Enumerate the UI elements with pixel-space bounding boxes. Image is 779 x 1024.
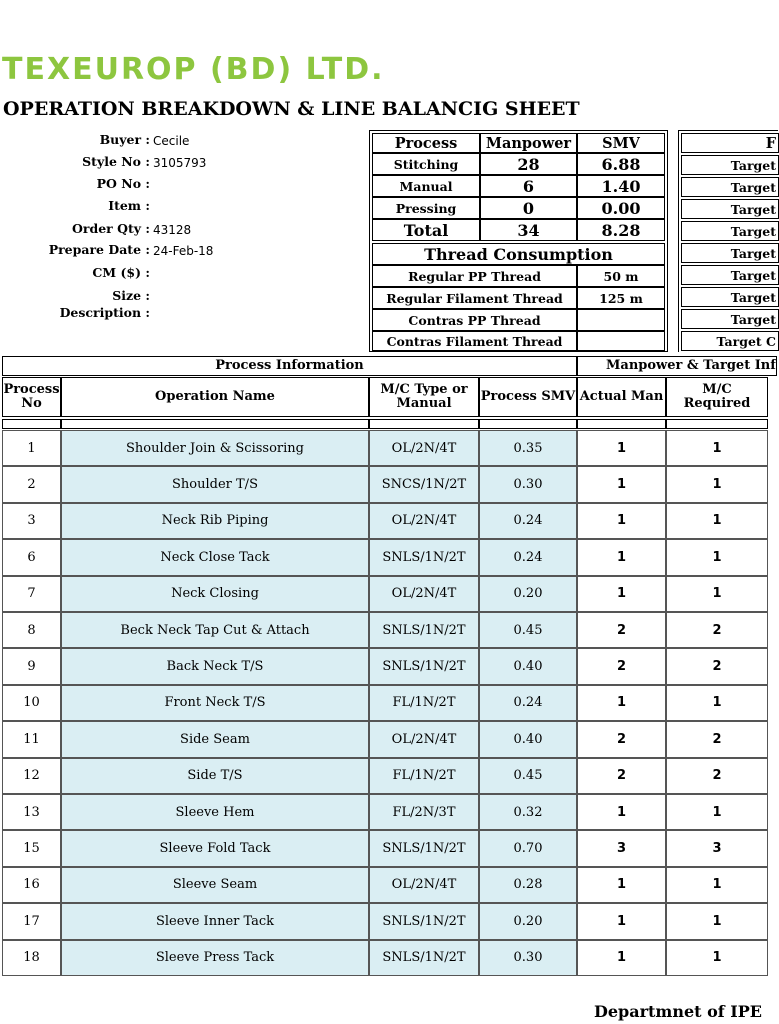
table-row [0, 940, 768, 976]
cell-mc-required: 3 [666, 830, 768, 866]
cell-operation-name: Sleeve Fold Tack [61, 830, 369, 866]
info-row-description [0, 305, 370, 325]
sheet-title: OPERATION BREAKDOWN & LINE BALANCIG SHEET [3, 98, 580, 120]
summary-header-process: Process [372, 133, 480, 153]
cell-process-smv: 0.45 [479, 612, 577, 648]
cell-actual-man: 1 [577, 539, 666, 575]
spacer-cell [666, 419, 768, 429]
table-row [0, 503, 768, 539]
summary-total-label: Total [372, 219, 480, 241]
cell-mc-type: SNLS/1N/2T [369, 612, 479, 648]
cell-process-no: 3 [2, 503, 61, 539]
cell-mc-required: 1 [666, 685, 768, 721]
summary-smv: 0.00 [577, 197, 665, 219]
target-head: F [681, 133, 779, 153]
cell-process-no: 11 [2, 721, 61, 757]
cell-process-smv: 0.20 [479, 576, 577, 612]
thread-value: 50 m [577, 265, 665, 287]
target-label: Target [681, 265, 779, 285]
summary-process: Manual [372, 175, 480, 197]
summary-smv: 1.40 [577, 175, 665, 197]
table-row [0, 466, 768, 502]
cell-actual-man: 1 [577, 940, 666, 976]
target-label: Target [681, 309, 779, 329]
summary-total-smv: 8.28 [577, 219, 665, 241]
info-label: Item : [108, 198, 150, 213]
info-label: CM ($) : [92, 265, 150, 280]
cell-operation-name: Side Seam [61, 721, 369, 757]
target-label: Target [681, 199, 779, 219]
spacer-cell [61, 419, 369, 429]
cell-actual-man: 1 [577, 903, 666, 939]
cell-process-smv: 0.35 [479, 430, 577, 466]
cell-process-no: 18 [2, 940, 61, 976]
table-row [0, 539, 768, 575]
table-row [0, 721, 768, 757]
info-label: Size : [112, 288, 150, 303]
table-row [0, 794, 768, 830]
cell-operation-name: Side T/S [61, 758, 369, 794]
table-row [0, 830, 768, 866]
spacer-cell [577, 419, 666, 429]
cell-mc-type: OL/2N/4T [369, 503, 479, 539]
cell-operation-name: Back Neck T/S [61, 648, 369, 684]
cell-mc-required: 2 [666, 612, 768, 648]
summary-manpower: 6 [480, 175, 577, 197]
thread-consumption-title: Thread Consumption [372, 243, 665, 265]
summary-header-manpower: Manpower [480, 133, 577, 153]
cell-process-smv: 0.30 [479, 940, 577, 976]
cell-process-no: 16 [2, 867, 61, 903]
cell-mc-required: 1 [666, 867, 768, 903]
col-operation-name: Operation Name [61, 377, 369, 417]
cell-process-smv: 0.24 [479, 539, 577, 575]
cell-mc-required: 1 [666, 430, 768, 466]
cell-process-no: 17 [2, 903, 61, 939]
thread-value [577, 309, 665, 331]
spacer-cell [479, 419, 577, 429]
cell-mc-type: SNLS/1N/2T [369, 539, 479, 575]
spacer-cell [2, 419, 61, 429]
cell-process-no: 15 [2, 830, 61, 866]
target-label: Target [681, 221, 779, 241]
info-value: 3105793 [153, 156, 207, 170]
cell-mc-required: 1 [666, 503, 768, 539]
info-row-cm [0, 265, 370, 285]
cell-actual-man: 1 [577, 503, 666, 539]
info-label: Buyer : [99, 132, 150, 147]
table-row [0, 576, 768, 612]
cell-operation-name: Sleeve Seam [61, 867, 369, 903]
cell-actual-man: 1 [577, 685, 666, 721]
summary-process: Pressing [372, 197, 480, 219]
info-row-po [0, 176, 370, 196]
info-row-buyer [0, 132, 370, 152]
cell-mc-type: OL/2N/4T [369, 867, 479, 903]
col-process-no: Process No [2, 377, 61, 417]
cell-actual-man: 2 [577, 612, 666, 648]
cell-operation-name: Beck Neck Tap Cut & Attach [61, 612, 369, 648]
info-label: Style No : [82, 154, 150, 169]
cell-actual-man: 1 [577, 430, 666, 466]
cell-mc-required: 1 [666, 576, 768, 612]
cell-mc-type: OL/2N/4T [369, 721, 479, 757]
cell-operation-name: Sleeve Hem [61, 794, 369, 830]
cell-operation-name: Sleeve Press Tack [61, 940, 369, 976]
cell-operation-name: Shoulder T/S [61, 466, 369, 502]
cell-process-smv: 0.45 [479, 758, 577, 794]
process-summary [369, 130, 668, 352]
cell-process-no: 12 [2, 758, 61, 794]
cell-operation-name: Front Neck T/S [61, 685, 369, 721]
cell-process-no: 9 [2, 648, 61, 684]
col-mc-type: M/C Type or Manual [369, 377, 479, 417]
cell-process-smv: 0.40 [479, 721, 577, 757]
cell-operation-name: Neck Closing [61, 576, 369, 612]
info-value: 43128 [153, 223, 192, 237]
cell-process-no: 8 [2, 612, 61, 648]
cell-mc-type: SNLS/1N/2T [369, 903, 479, 939]
target-panel [678, 130, 778, 352]
summary-total-manpower: 34 [480, 219, 577, 241]
cell-mc-type: OL/2N/4T [369, 430, 479, 466]
cell-process-smv: 0.70 [479, 830, 577, 866]
info-row-style [0, 154, 370, 174]
cell-actual-man: 2 [577, 648, 666, 684]
cell-mc-type: SNLS/1N/2T [369, 940, 479, 976]
cell-mc-required: 1 [666, 466, 768, 502]
table-row [0, 758, 768, 794]
info-row-prepare-date [0, 242, 370, 262]
info-label: Prepare Date : [48, 242, 150, 257]
table-row [0, 612, 768, 648]
table-row [0, 867, 768, 903]
cell-process-smv: 0.28 [479, 867, 577, 903]
target-label: Target [681, 155, 779, 175]
cell-process-no: 7 [2, 576, 61, 612]
summary-header-smv: SMV [577, 133, 665, 153]
cell-process-smv: 0.30 [479, 466, 577, 502]
cell-operation-name: Neck Rib Piping [61, 503, 369, 539]
col-actual-man: Actual Man [577, 377, 666, 417]
info-label: PO No : [96, 176, 150, 191]
cell-process-smv: 0.24 [479, 503, 577, 539]
company-name: TEXEUROP (BD) LTD. [2, 52, 385, 87]
thread-value [577, 331, 665, 351]
table-row [0, 430, 768, 466]
cell-process-no: 13 [2, 794, 61, 830]
cell-mc-required: 1 [666, 794, 768, 830]
cell-actual-man: 2 [577, 721, 666, 757]
cell-operation-name: Neck Close Tack [61, 539, 369, 575]
cell-mc-type: FL/1N/2T [369, 685, 479, 721]
cell-mc-type: SNLS/1N/2T [369, 830, 479, 866]
cell-mc-type: OL/2N/4T [369, 576, 479, 612]
info-value: 24-Feb-18 [153, 244, 214, 258]
cell-mc-required: 2 [666, 721, 768, 757]
col-mc-required: M/C Required [666, 377, 768, 417]
thread-name: Regular PP Thread [372, 265, 577, 287]
cell-actual-man: 1 [577, 576, 666, 612]
table-row [0, 648, 768, 684]
spacer-cell [369, 419, 479, 429]
info-label: Order Qty : [72, 221, 150, 236]
summary-manpower: 28 [480, 153, 577, 175]
cell-actual-man: 1 [577, 867, 666, 903]
cell-process-no: 2 [2, 466, 61, 502]
group-process-information: Process Information [2, 356, 577, 376]
cell-actual-man: 1 [577, 466, 666, 502]
cell-process-no: 6 [2, 539, 61, 575]
thread-value: 125 m [577, 287, 665, 309]
thread-name: Contras PP Thread [372, 309, 577, 331]
cell-process-smv: 0.20 [479, 903, 577, 939]
cell-actual-man: 3 [577, 830, 666, 866]
cell-process-no: 10 [2, 685, 61, 721]
cell-mc-required: 2 [666, 758, 768, 794]
cell-mc-required: 1 [666, 539, 768, 575]
summary-smv: 6.88 [577, 153, 665, 175]
cell-operation-name: Shoulder Join & Scissoring [61, 430, 369, 466]
cell-process-smv: 0.32 [479, 794, 577, 830]
thread-name: Regular Filament Thread [372, 287, 577, 309]
cell-mc-type: FL/1N/2T [369, 758, 479, 794]
cell-process-smv: 0.24 [479, 685, 577, 721]
info-row-order-qty [0, 221, 370, 241]
cell-process-no: 1 [2, 430, 61, 466]
thread-name: Contras Filament Thread [372, 331, 577, 351]
cell-mc-required: 1 [666, 903, 768, 939]
cell-mc-type: SNCS/1N/2T [369, 466, 479, 502]
cell-mc-required: 1 [666, 940, 768, 976]
group-manpower-target: Manpower & Target Inf [577, 356, 777, 376]
summary-manpower: 0 [480, 197, 577, 219]
target-label: Target [681, 243, 779, 263]
table-row [0, 685, 768, 721]
target-label: Target [681, 177, 779, 197]
cell-mc-required: 2 [666, 648, 768, 684]
department-footer: Departmnet of IPE [594, 1002, 762, 1021]
info-value: Cecile [153, 134, 190, 148]
info-row-item [0, 198, 370, 218]
cell-actual-man: 1 [577, 794, 666, 830]
info-label: Description : [59, 305, 150, 320]
cell-mc-type: FL/2N/3T [369, 794, 479, 830]
summary-process: Stitching [372, 153, 480, 175]
cell-process-smv: 0.40 [479, 648, 577, 684]
col-process-smv: Process SMV [479, 377, 577, 417]
cell-actual-man: 2 [577, 758, 666, 794]
cell-operation-name: Sleeve Inner Tack [61, 903, 369, 939]
target-label: Target [681, 287, 779, 307]
target-label: Target C [681, 331, 779, 351]
table-row [0, 903, 768, 939]
cell-mc-type: SNLS/1N/2T [369, 648, 479, 684]
